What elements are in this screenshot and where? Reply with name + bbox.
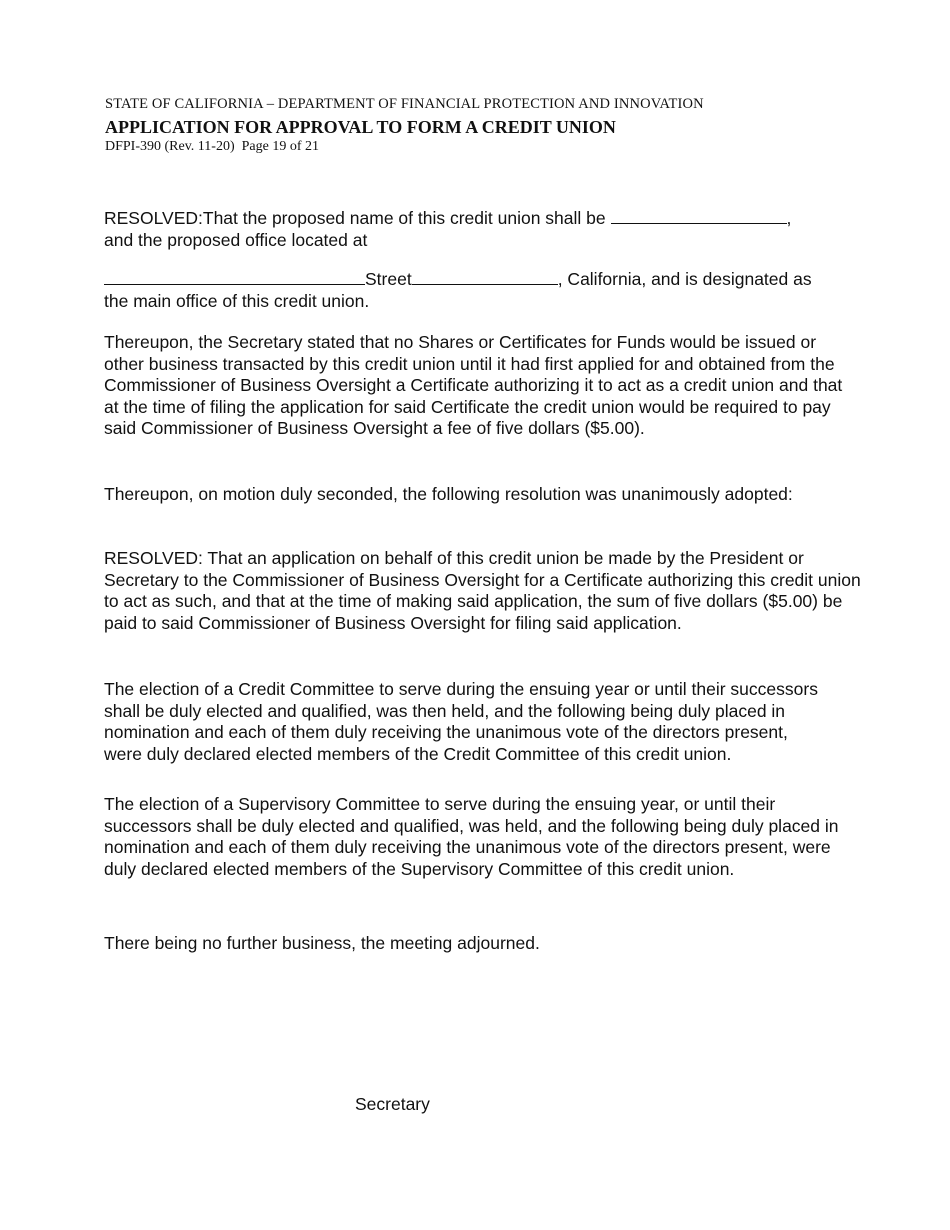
credit-union-name-blank[interactable] (611, 206, 787, 224)
street-address-blank[interactable] (104, 267, 365, 285)
office-address-paragraph (104, 267, 856, 312)
secretary-signature-label: Secretary (355, 1094, 430, 1114)
office-address-line2: the main office of this credit union. (104, 290, 370, 311)
credit-committee-paragraph: The election of a Credit Committee to serve during the ensuing year or until their successors shall be duly elected and qualified, was then held, and the following being duly placed in nomination and each of them duly receiving the unanimous vote of the directors present, were duly declared elected members of the Credit Committee of this credit union. (104, 679, 818, 764)
resolved-name-paragraph (104, 206, 856, 251)
form-title: APPLICATION FOR APPROVAL TO FORM A CREDIT UNION (105, 117, 616, 137)
city-blank[interactable] (412, 267, 558, 285)
resolved-application-paragraph: RESOLVED: That an application on behalf of this credit union be made by the President or Secretary to the Commissioner of Business Oversight for a Certificate authorizing this credit union to act as such, and that at the time of making said application, the sum of five dollars ($5.00) be paid to said Commissioner of Business Oversight for filing said application. (104, 548, 861, 633)
motion-paragraph: Thereupon, on motion duly seconded, the following resolution was unanimously adopted: (104, 484, 793, 504)
resolved-name-text: RESOLVED:That the proposed name of this credit union shall be (104, 208, 606, 228)
adjourned-paragraph: There being no further business, the meeting adjourned. (104, 933, 540, 953)
resolved-name-comma: , (786, 208, 792, 228)
street-suffix: , California, and is designated as (557, 269, 812, 289)
resolved-name-line2: and the proposed office located at (104, 229, 368, 250)
supervisory-committee-paragraph: The election of a Supervisory Committee to serve during the ensuing year, or until their successors shall be duly elected and qualified, was held, and the following being duly placed in nomination and each of them duly receiving the unanimous vote of the directors present, were duly declared elected members of the Supervisory Committee of this credit union. (104, 794, 839, 879)
street-label: Street (365, 269, 412, 289)
agency-header: STATE OF CALIFORNIA – DEPARTMENT OF FINANCIAL PROTECTION AND INNOVATION (105, 96, 704, 112)
form-id-page-number: DFPI-390 (Rev. 11-20) Page 19 of 21 (105, 139, 319, 154)
secretary-statement-paragraph: Thereupon, the Secretary stated that no Shares or Certificates for Funds would be issued or other business transacted by this credit union until it had first applied for and obtained from the Commissioner of Business Oversight a Certificate authorizing it to act as a credit union and that at the time of filing the application for said Certificate the credit union would be required to pay said Commissioner of Business Oversight a fee of five dollars ($5.00). (104, 332, 843, 439)
